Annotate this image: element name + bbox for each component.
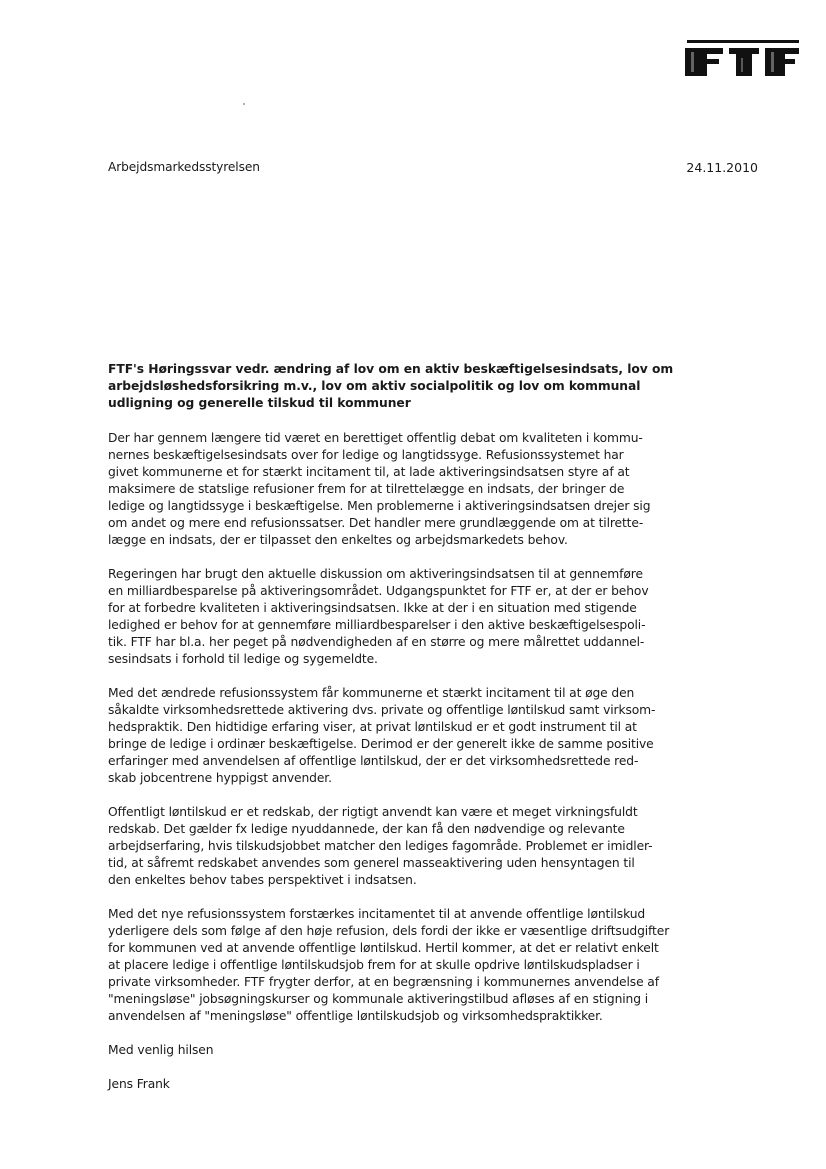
text-line: skab jobcentrene hyppigst anvender.: [108, 771, 332, 785]
text-line: anvendelsen af "meningsløse" offentlige løntilskudsjob og virksomhedspraktikker.: [108, 1009, 603, 1023]
text-line: Med det nye refusionssystem forstærkes incitamentet til at anvende offentlige løntilskud: [108, 907, 646, 921]
text-line: tik. FTF har bl.a. her peget på nødvendigheden af en større og mere målrettet uddannel-: [108, 635, 645, 649]
text-line: om andet og mere end refusionssatser. Det handler mere grundlæggende om at tilrette-: [108, 516, 644, 530]
ftf-logo: [683, 38, 801, 78]
letter-date: 24.11.2010: [686, 160, 758, 175]
text-line: den enkeltes behov tabes perspektivet i indsatsen.: [108, 873, 417, 887]
text-line: private virksomheder. FTF frygter derfor, at en begrænsning i kommunernes anvendelse af: [108, 975, 659, 989]
paragraph: [108, 685, 668, 787]
text-line: såkaldte virksomhedsrettede aktivering dvs. private og offentlige løntilskud samt virksom-: [108, 703, 656, 717]
text-line: hedspraktik. Den hidtidige erfaring viser, at privat løntilskud er et godt instrument til at: [108, 720, 637, 734]
text-line: bringe de ledige i ordinær beskæftigelse. Derimod er der generelt ikke de samme positive: [108, 737, 654, 751]
letter-body: [108, 430, 668, 1093]
text-line: ledige og langtidssyge i beskæftigelse. Men problemerne i aktiveringsindsatsen drejer sig: [108, 499, 651, 513]
paragraph: [108, 804, 668, 889]
subject-line: arbejdsløshedsforsikring m.v., lov om aktiv socialpolitik og lov om kommunal: [108, 379, 641, 393]
text-line: tid, at såfremt redskabet anvendes som generel masseaktivering uden hensyntagen til: [108, 856, 635, 870]
text-line: "meningsløse" jobsøgningskurser og kommunale aktiveringstilbud afløses af en stigning i: [108, 992, 648, 1006]
text-line: nernes beskæftigelsesindsats over for ledige og langtidssyge. Refusionssystemet har: [108, 448, 624, 462]
scan-speck: [243, 103, 245, 105]
text-line: Offentligt løntilskud er et redskab, der rigtigt anvendt kan være et meget virkningsfuldt: [108, 805, 638, 819]
closing-salutation: Med venlig hilsen: [108, 1043, 214, 1057]
text-line: yderligere dels som følge af den høje refusion, dels fordi der ikke er væsentlige driftsudgifter: [108, 924, 670, 938]
text-line: maksimere de statslige refusioner frem for at tilrettelægge en indsats, der bringer de: [108, 482, 625, 496]
text-line: arbejdserfaring, hvis tilskudsjobbet matcher den lediges fagområde. Problemet er imidler-: [108, 839, 653, 853]
text-line: erfaringer med anvendelsen af offentlige løntilskud, der er det virksomhedsrettede red-: [108, 754, 639, 768]
signature-name: Jens Frank: [108, 1077, 170, 1091]
text-line: lægge en indsats, der er tilpasset den enkeltes og arbejdsmarkedets behov.: [108, 533, 568, 547]
text-line: en milliardbesparelse på aktiveringsområdet. Udgangspunktet for FTF er, at der er behov: [108, 584, 649, 598]
paragraph: [108, 430, 668, 549]
text-line: for at forbedre kvaliteten i aktiveringsindsatsen. Ikke at der i en situation med stigende: [108, 601, 637, 615]
text-line: for kommunen ved at anvende offentlige løntilskud. Hertil kommer, at det er relativt enkelt: [108, 941, 659, 955]
text-line: redskab. Det gælder fx ledige nyuddannede, der kan få den nødvendige og relevante: [108, 822, 625, 836]
subject-line: FTF's Høringssvar vedr. ændring af lov om en aktiv beskæftigelsesindsats, lov om: [108, 362, 674, 376]
text-line: ledighed er behov for at gennemføre milliardbesparelser i den aktive beskæftigelsespoli-: [108, 618, 646, 632]
recipient: Arbejdsmarkedsstyrelsen: [108, 160, 260, 174]
subject-line: udligning og generelle tilskud til kommuner: [108, 396, 411, 410]
text-line: givet kommunerne et for stærkt incitament til, at lade aktiveringsindsatsen styre af at: [108, 465, 630, 479]
text-line: Med det ændrede refusionssystem får kommunerne et stærkt incitament til at øge den: [108, 686, 635, 700]
letter-subject: [108, 361, 708, 412]
paragraph: [108, 566, 668, 668]
text-line: Der har gennem længere tid været en berettiget offentlig debat om kvaliteten i kommu-: [108, 431, 643, 445]
text-line: at placere ledige i offentlige løntilskudsjob frem for at skulle opdrive løntilskudspladser i: [108, 958, 640, 972]
paragraph: [108, 906, 668, 1025]
text-line: Regeringen har brugt den aktuelle diskussion om aktiveringsindsatsen til at gennemføre: [108, 567, 643, 581]
text-line: sesindsats i forhold til ledige og sygemeldte.: [108, 652, 378, 666]
